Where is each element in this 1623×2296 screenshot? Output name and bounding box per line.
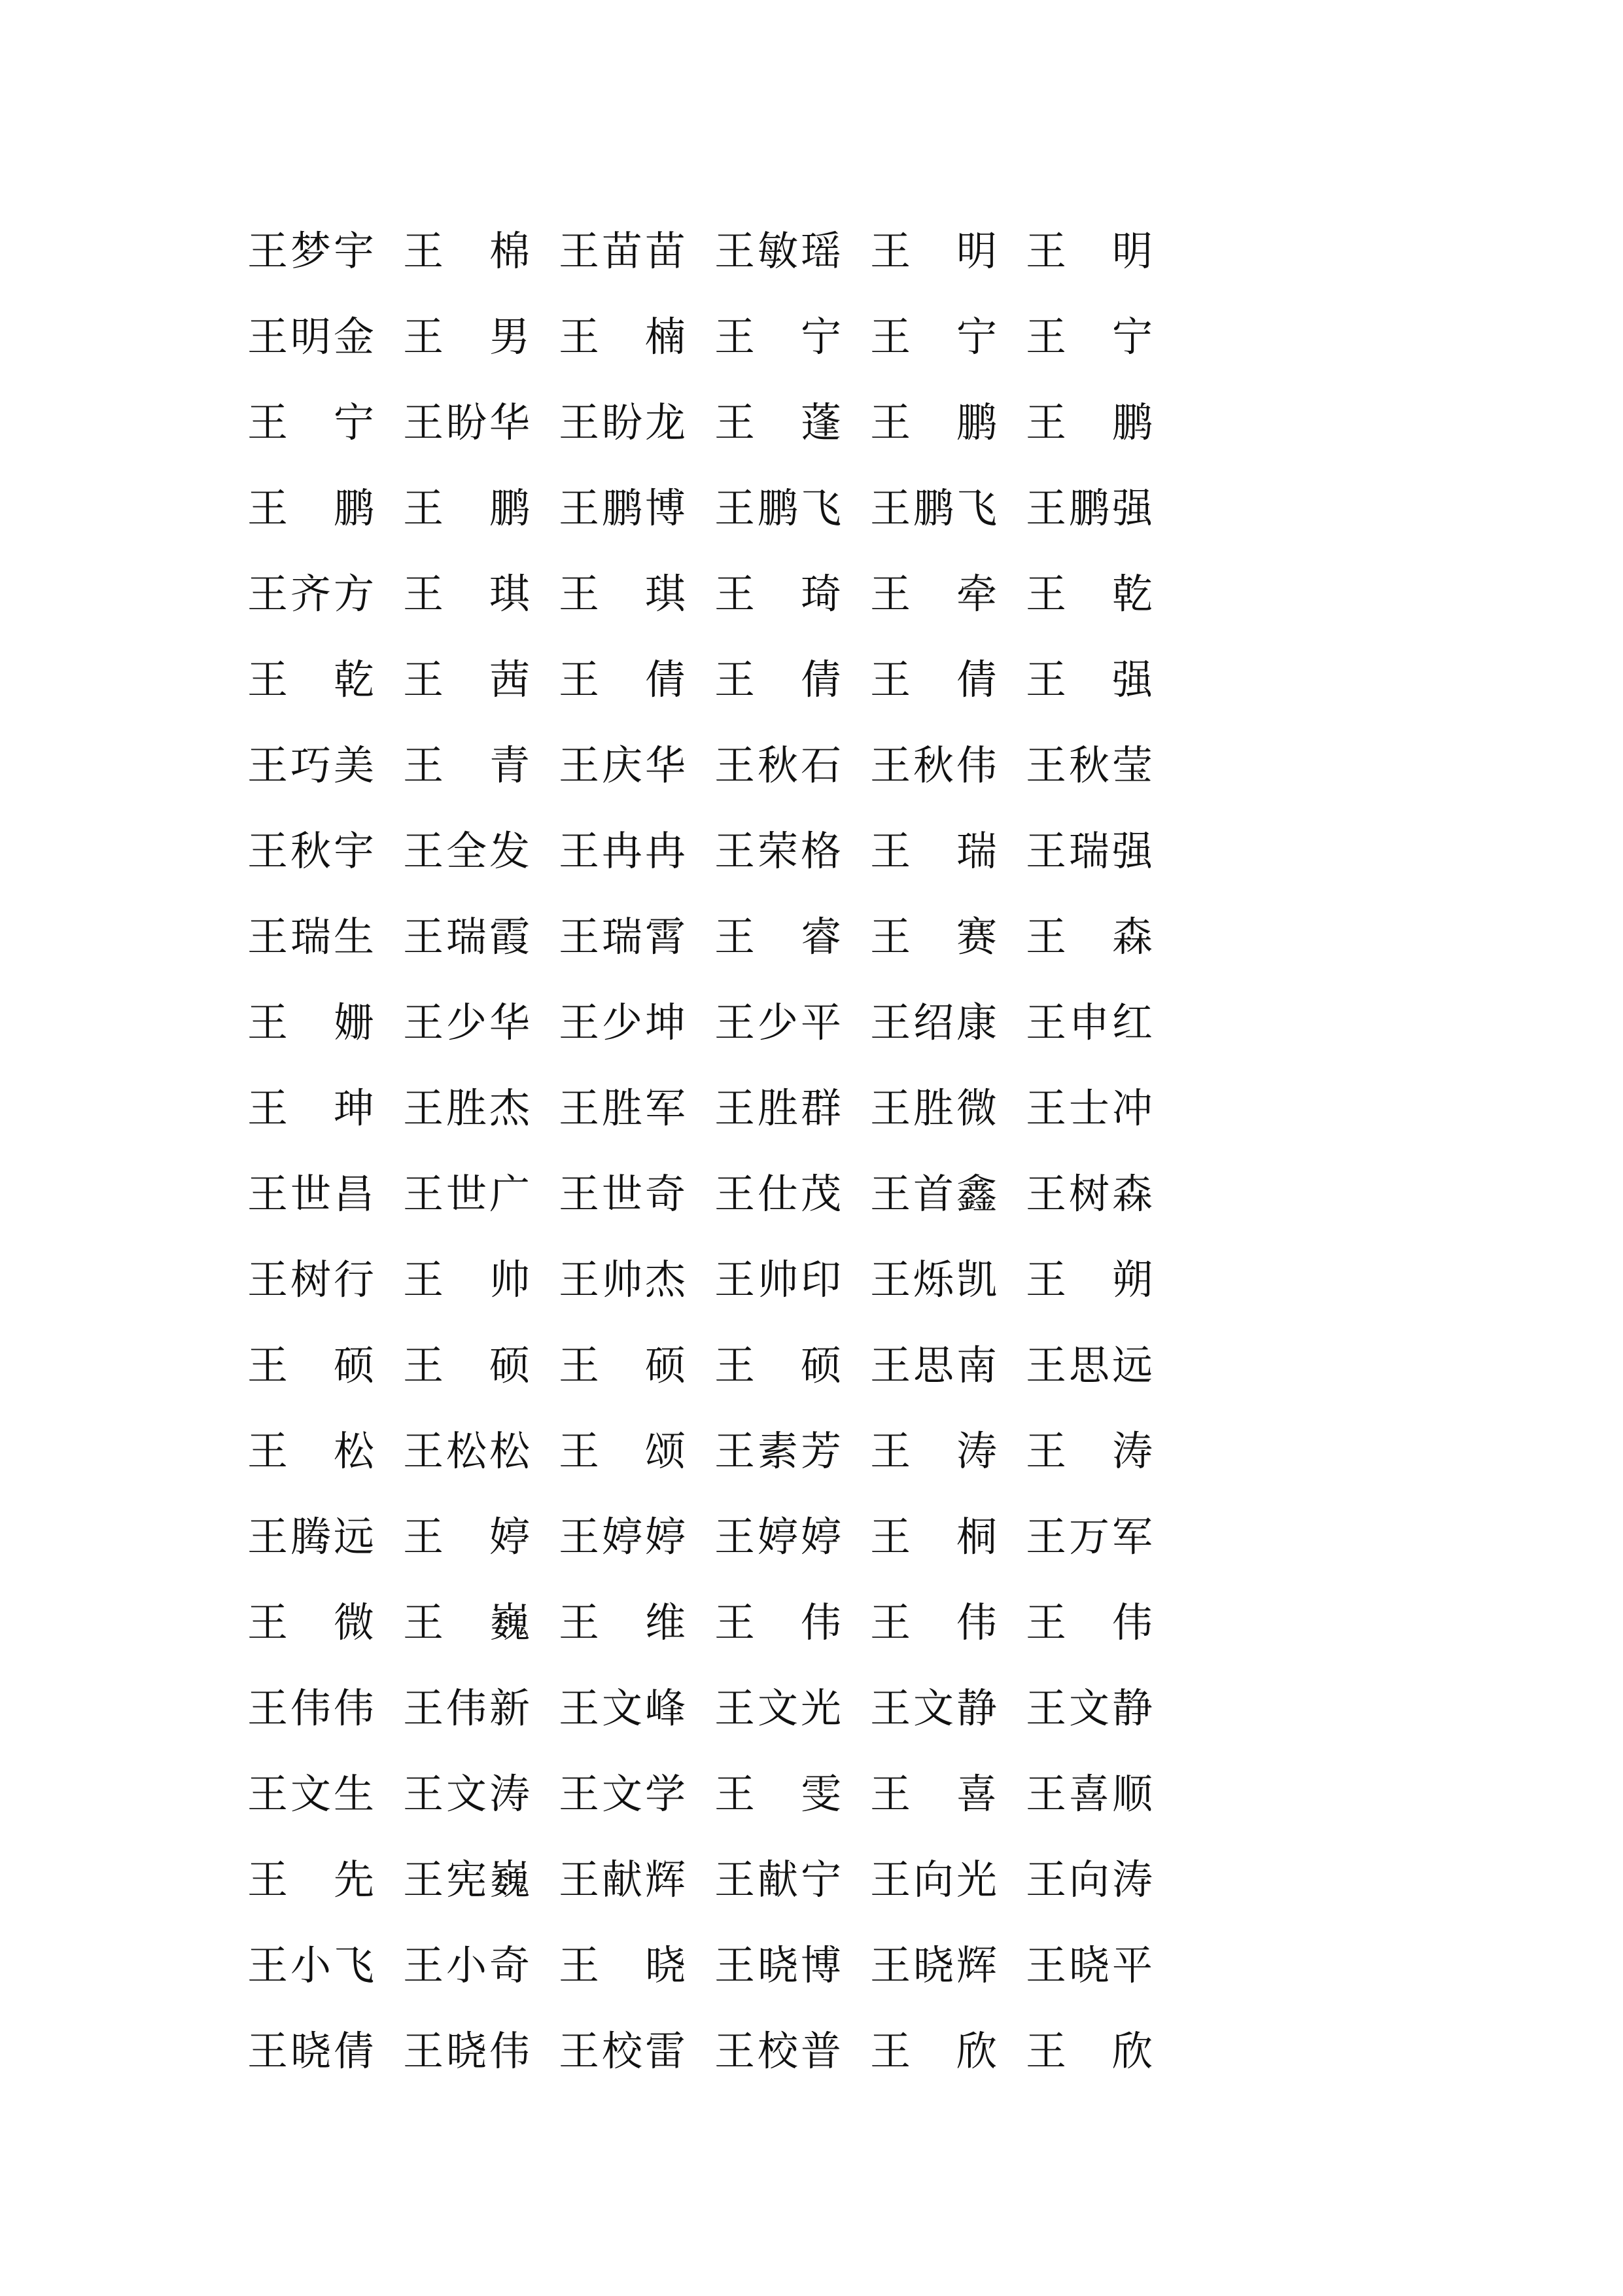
name-entry	[1026, 1168, 1181, 1220]
name-entry	[714, 311, 870, 363]
name-text: 王 伟	[1026, 1598, 1153, 1646]
name-entry	[714, 1682, 870, 1735]
name-entry	[1026, 1082, 1181, 1135]
name-text: 王齐方	[247, 569, 374, 618]
name-text: 王帅杰	[559, 1255, 686, 1303]
name-text: 王 桐	[870, 1512, 997, 1561]
name-text: 王瑞生	[247, 912, 374, 961]
name-text: 王苗苗	[559, 226, 686, 275]
name-list	[247, 208, 1176, 2094]
name-text: 王 茜	[403, 655, 530, 703]
name-entry	[870, 654, 1026, 706]
name-text: 王 微	[247, 1598, 374, 1646]
name-entry	[870, 1511, 1026, 1563]
name-entry	[247, 1682, 403, 1735]
name-entry	[403, 1339, 559, 1392]
name-text: 王 鹏	[403, 484, 530, 532]
name-text: 王文峰	[559, 1684, 686, 1732]
name-entry	[1026, 1939, 1181, 1992]
name-text: 王秋石	[714, 741, 841, 789]
name-entry	[1026, 1854, 1181, 1906]
name-entry	[870, 397, 1026, 449]
name-text: 王胜军	[559, 1084, 686, 1132]
name-entry	[1026, 654, 1181, 706]
name-text: 王少华	[403, 998, 530, 1046]
name-text: 王 琪	[403, 569, 530, 618]
name-row	[247, 1837, 1176, 1922]
name-entry	[403, 825, 559, 877]
name-entry	[714, 997, 870, 1049]
name-text: 王世奇	[559, 1169, 686, 1218]
name-entry	[714, 2025, 870, 2077]
name-entry	[247, 1511, 403, 1563]
name-entry	[247, 1339, 403, 1392]
name-entry	[247, 397, 403, 449]
name-text: 王 瑞	[870, 826, 997, 875]
name-text: 王 松	[247, 1426, 374, 1475]
name-entry	[714, 1597, 870, 1649]
name-entry	[714, 568, 870, 620]
name-text: 王盼龙	[559, 398, 686, 446]
name-entry	[247, 568, 403, 620]
name-text: 王文静	[1026, 1684, 1153, 1732]
name-row	[247, 551, 1176, 637]
name-entry	[559, 568, 714, 620]
name-entry	[247, 911, 403, 963]
name-entry	[403, 1682, 559, 1735]
name-entry	[1026, 1768, 1181, 1820]
name-entry	[247, 1425, 403, 1477]
name-text: 王 伟	[870, 1598, 997, 1646]
name-row	[247, 1408, 1176, 1494]
name-entry	[714, 825, 870, 877]
name-entry	[403, 568, 559, 620]
name-text: 王文学	[559, 1769, 686, 1818]
name-text: 王校普	[714, 2026, 841, 2075]
name-text: 王 倩	[870, 655, 997, 703]
name-entry	[870, 1854, 1026, 1906]
name-text: 王绍康	[870, 998, 997, 1046]
name-text: 王鹏博	[559, 484, 686, 532]
name-text: 王 明	[870, 226, 997, 275]
name-text: 王梦宇	[247, 226, 374, 275]
name-text: 王献辉	[559, 1855, 686, 1903]
name-text: 王 欣	[870, 2026, 997, 2075]
name-text: 王 姗	[247, 998, 374, 1046]
name-entry	[714, 654, 870, 706]
name-text: 王 牵	[870, 569, 997, 618]
name-entry	[1026, 825, 1181, 877]
name-entry	[403, 739, 559, 792]
name-text: 王晓倩	[247, 2026, 374, 2075]
name-text: 王 倩	[714, 655, 841, 703]
name-entry	[403, 1168, 559, 1220]
name-entry	[403, 1597, 559, 1649]
name-text: 王 帅	[403, 1255, 530, 1303]
name-text: 王 青	[403, 741, 530, 789]
name-row	[247, 1237, 1176, 1322]
name-text: 王 硕	[559, 1341, 686, 1389]
name-entry	[1026, 739, 1181, 792]
name-text: 王文涛	[403, 1769, 530, 1818]
name-entry	[870, 1254, 1026, 1306]
name-entry	[403, 1254, 559, 1306]
name-row	[247, 637, 1176, 722]
name-entry	[1026, 225, 1181, 277]
name-entry	[559, 1682, 714, 1735]
name-entry	[559, 1082, 714, 1135]
name-entry	[714, 1339, 870, 1392]
name-entry	[559, 397, 714, 449]
name-text: 王瑞霞	[403, 912, 530, 961]
name-text: 王秋宇	[247, 826, 374, 875]
name-entry	[559, 2025, 714, 2077]
name-entry	[559, 997, 714, 1049]
name-text: 王 婷	[403, 1512, 530, 1561]
name-entry	[403, 1939, 559, 1992]
name-text: 王巧美	[247, 741, 374, 789]
name-text: 王思远	[1026, 1341, 1153, 1389]
name-entry	[403, 654, 559, 706]
name-entry	[559, 1597, 714, 1649]
name-entry	[403, 1854, 559, 1906]
name-entry	[714, 397, 870, 449]
name-entry	[870, 1597, 1026, 1649]
name-text: 王 明	[1026, 226, 1153, 275]
name-entry	[870, 911, 1026, 963]
name-text: 王庆华	[559, 741, 686, 789]
name-text: 王 硕	[714, 1341, 841, 1389]
name-entry	[870, 825, 1026, 877]
name-entry	[403, 225, 559, 277]
name-entry	[1026, 2025, 1181, 2077]
name-entry	[559, 911, 714, 963]
name-text: 王 棉	[403, 226, 530, 275]
name-entry	[247, 1939, 403, 1992]
name-entry	[403, 311, 559, 363]
name-text: 王宪巍	[403, 1855, 530, 1903]
name-text: 王伟新	[403, 1684, 530, 1732]
name-text: 王冉冉	[559, 826, 686, 875]
name-text: 王婷婷	[559, 1512, 686, 1561]
name-entry	[870, 1168, 1026, 1220]
name-entry	[403, 397, 559, 449]
name-text: 王晓平	[1026, 1941, 1153, 1989]
name-entry	[247, 1254, 403, 1306]
name-row	[247, 980, 1176, 1065]
name-text: 王 朔	[1026, 1255, 1153, 1303]
name-text: 王 睿	[714, 912, 841, 961]
name-entry	[559, 1168, 714, 1220]
name-text: 王向涛	[1026, 1855, 1153, 1903]
name-row	[247, 1751, 1176, 1837]
name-text: 王 硕	[403, 1341, 530, 1389]
name-row	[247, 208, 1176, 294]
name-entry	[403, 1511, 559, 1563]
name-text: 王少坤	[559, 998, 686, 1046]
name-text: 王万军	[1026, 1512, 1153, 1561]
name-entry	[1026, 1597, 1181, 1649]
name-text: 王树森	[1026, 1169, 1153, 1218]
name-entry	[247, 1768, 403, 1820]
name-text: 王小飞	[247, 1941, 374, 1989]
name-text: 王文静	[870, 1684, 997, 1732]
name-row	[247, 2008, 1176, 2094]
name-entry	[870, 1682, 1026, 1735]
name-entry	[714, 1168, 870, 1220]
name-text: 王 喜	[870, 1769, 997, 1818]
name-entry	[247, 311, 403, 363]
name-entry	[247, 654, 403, 706]
name-text: 王明金	[247, 312, 374, 361]
name-entry	[559, 1339, 714, 1392]
name-entry	[559, 482, 714, 535]
name-entry	[403, 1768, 559, 1820]
name-entry	[559, 1939, 714, 1992]
name-entry	[714, 1511, 870, 1563]
name-text: 王士冲	[1026, 1084, 1153, 1132]
name-row	[247, 1065, 1176, 1151]
name-entry	[247, 2025, 403, 2077]
name-entry	[1026, 1425, 1181, 1477]
name-text: 王晓辉	[870, 1941, 997, 1989]
name-text: 王 先	[247, 1855, 374, 1903]
name-text: 王 雯	[714, 1769, 841, 1818]
name-text: 王 森	[1026, 912, 1153, 961]
name-row	[247, 1322, 1176, 1408]
name-text: 王荣格	[714, 826, 841, 875]
name-entry	[403, 997, 559, 1049]
name-text: 王素芳	[714, 1426, 841, 1475]
name-text: 王思南	[870, 1341, 997, 1389]
name-row	[247, 465, 1176, 551]
name-entry	[247, 825, 403, 877]
name-entry	[714, 225, 870, 277]
name-text: 王晓伟	[403, 2026, 530, 2075]
name-text: 王全发	[403, 826, 530, 875]
name-entry	[870, 568, 1026, 620]
name-text: 王小奇	[403, 1941, 530, 1989]
name-text: 王 硕	[247, 1341, 374, 1389]
name-entry	[870, 1425, 1026, 1477]
name-text: 王鹏飞	[714, 484, 841, 532]
name-text: 王秋伟	[870, 741, 997, 789]
name-text: 王 琪	[559, 569, 686, 618]
name-text: 王 晓	[559, 1941, 686, 1989]
name-text: 王首鑫	[870, 1169, 997, 1218]
name-entry	[247, 739, 403, 792]
name-text: 王献宁	[714, 1855, 841, 1903]
name-text: 王文生	[247, 1769, 374, 1818]
name-entry	[559, 1854, 714, 1906]
name-text: 王 涛	[1026, 1426, 1153, 1475]
name-entry	[559, 739, 714, 792]
name-text: 王 维	[559, 1598, 686, 1646]
name-row	[247, 380, 1176, 465]
name-text: 王敏瑶	[714, 226, 841, 275]
name-entry	[559, 825, 714, 877]
name-entry	[870, 311, 1026, 363]
name-text: 王伟伟	[247, 1684, 374, 1732]
name-text: 王 乾	[1026, 569, 1153, 618]
name-entry	[714, 739, 870, 792]
name-text: 王 鹏	[870, 398, 997, 446]
name-row	[247, 1665, 1176, 1751]
name-entry	[870, 1768, 1026, 1820]
name-entry	[1026, 311, 1181, 363]
name-row	[247, 1494, 1176, 1580]
name-entry	[403, 911, 559, 963]
name-text: 王 伟	[714, 1598, 841, 1646]
name-text: 王文光	[714, 1684, 841, 1732]
name-text: 王 欣	[1026, 2026, 1153, 2075]
name-entry	[559, 1511, 714, 1563]
name-text: 王 涛	[870, 1426, 997, 1475]
name-text: 王少平	[714, 998, 841, 1046]
name-text: 王校雷	[559, 2026, 686, 2075]
name-entry	[1026, 1254, 1181, 1306]
name-entry	[714, 1939, 870, 1992]
name-entry	[1026, 568, 1181, 620]
name-text: 王树行	[247, 1255, 374, 1303]
name-entry	[714, 911, 870, 963]
name-entry	[714, 1254, 870, 1306]
name-entry	[559, 1768, 714, 1820]
name-text: 王 蓬	[714, 398, 841, 446]
name-text: 王 赛	[870, 912, 997, 961]
name-text: 王 宁	[870, 312, 997, 361]
name-text: 王 颂	[559, 1426, 686, 1475]
name-text: 王 宁	[714, 312, 841, 361]
name-text: 王鹏强	[1026, 484, 1153, 532]
name-entry	[870, 1939, 1026, 1992]
name-text: 王 倩	[559, 655, 686, 703]
name-text: 王仕茂	[714, 1169, 841, 1218]
name-text: 王喜顺	[1026, 1769, 1153, 1818]
name-entry	[403, 1425, 559, 1477]
name-text: 王 鹏	[1026, 398, 1153, 446]
name-text: 王鹏飞	[870, 484, 997, 532]
name-entry	[403, 2025, 559, 2077]
name-row	[247, 1580, 1176, 1665]
name-text: 王申红	[1026, 998, 1153, 1046]
name-text: 王胜杰	[403, 1084, 530, 1132]
name-entry	[247, 1082, 403, 1135]
name-entry	[714, 1082, 870, 1135]
name-entry	[1026, 911, 1181, 963]
name-row	[247, 294, 1176, 380]
name-text: 王 楠	[559, 312, 686, 361]
name-entry	[559, 311, 714, 363]
name-entry	[247, 225, 403, 277]
name-text: 王 男	[403, 312, 530, 361]
name-row	[247, 808, 1176, 894]
name-entry	[870, 997, 1026, 1049]
name-text: 王婷婷	[714, 1512, 841, 1561]
name-text: 王 强	[1026, 655, 1153, 703]
name-entry	[247, 997, 403, 1049]
name-row	[247, 894, 1176, 980]
name-text: 王胜微	[870, 1084, 997, 1132]
name-row	[247, 1151, 1176, 1237]
name-entry	[1026, 1511, 1181, 1563]
name-entry	[714, 1854, 870, 1906]
name-text: 王松松	[403, 1426, 530, 1475]
name-text: 王烁凯	[870, 1255, 997, 1303]
name-entry	[247, 1597, 403, 1649]
name-entry	[247, 1168, 403, 1220]
name-entry	[403, 482, 559, 535]
name-entry	[1026, 997, 1181, 1049]
name-row	[247, 1922, 1176, 2008]
name-entry	[559, 1425, 714, 1477]
name-entry	[714, 1768, 870, 1820]
name-text: 王 珅	[247, 1084, 374, 1132]
name-entry	[714, 482, 870, 535]
name-text: 王世昌	[247, 1169, 374, 1218]
name-entry	[1026, 482, 1181, 535]
name-entry	[714, 1425, 870, 1477]
name-entry	[1026, 1682, 1181, 1735]
name-entry	[559, 654, 714, 706]
name-text: 王帅印	[714, 1255, 841, 1303]
name-text: 王 琦	[714, 569, 841, 618]
name-entry	[870, 1082, 1026, 1135]
name-entry	[559, 1254, 714, 1306]
name-text: 王瑞强	[1026, 826, 1153, 875]
name-text: 王盼华	[403, 398, 530, 446]
name-text: 王腾远	[247, 1512, 374, 1561]
name-entry	[247, 482, 403, 535]
name-text: 王瑞霄	[559, 912, 686, 961]
name-text: 王晓博	[714, 1941, 841, 1989]
name-row	[247, 722, 1176, 808]
name-text: 王 巍	[403, 1598, 530, 1646]
name-entry	[870, 1339, 1026, 1392]
name-text: 王胜群	[714, 1084, 841, 1132]
name-entry	[870, 2025, 1026, 2077]
name-text: 王世广	[403, 1169, 530, 1218]
name-entry	[870, 739, 1026, 792]
name-text: 王 鹏	[247, 484, 374, 532]
name-text: 王 乾	[247, 655, 374, 703]
name-text: 王 宁	[247, 398, 374, 446]
name-entry	[247, 1854, 403, 1906]
name-text: 王向光	[870, 1855, 997, 1903]
name-entry	[559, 225, 714, 277]
name-entry	[870, 482, 1026, 535]
name-entry	[403, 1082, 559, 1135]
name-entry	[870, 225, 1026, 277]
name-text: 王 宁	[1026, 312, 1153, 361]
name-entry	[1026, 397, 1181, 449]
name-text: 王秋莹	[1026, 741, 1153, 789]
name-entry	[1026, 1339, 1181, 1392]
